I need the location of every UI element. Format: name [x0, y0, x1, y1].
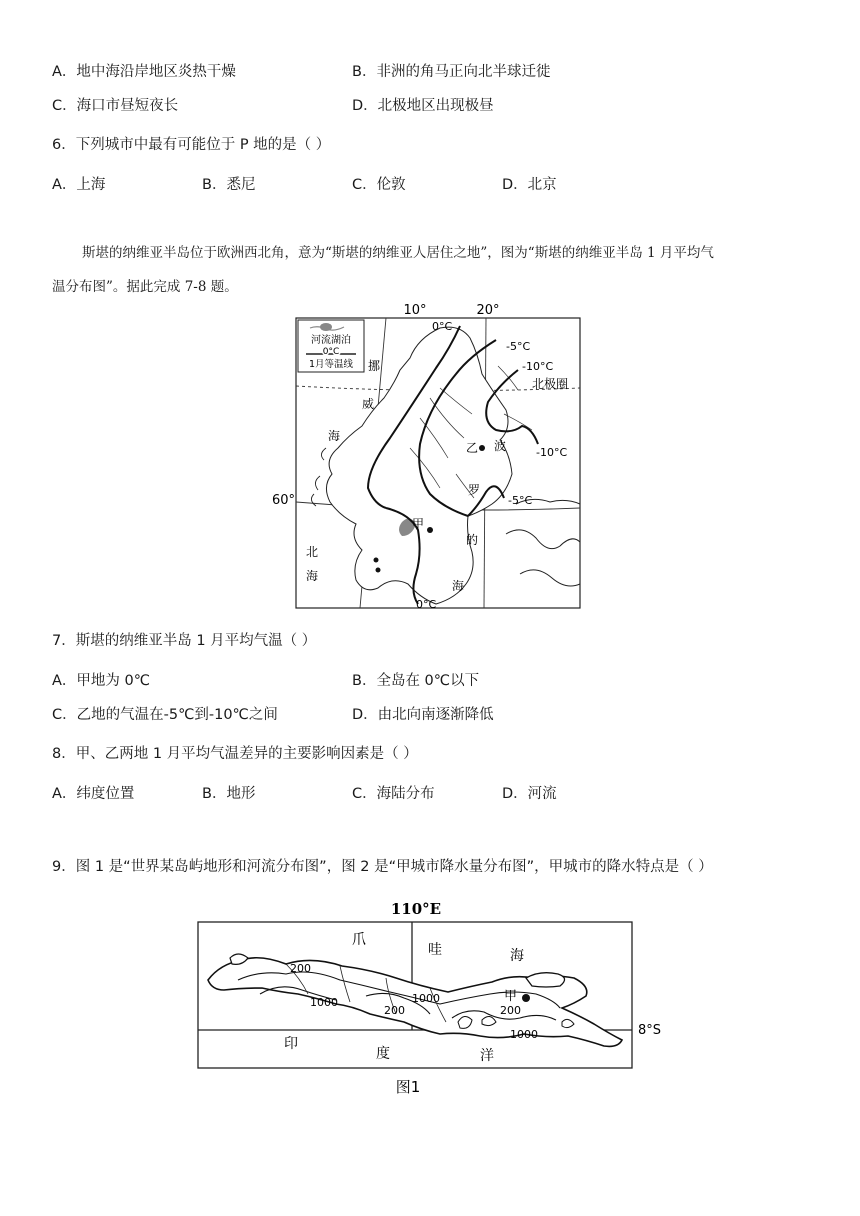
- label-yi: 乙: [466, 441, 479, 455]
- q6-option-a: A．上海: [52, 177, 106, 193]
- label-de: 的: [466, 533, 479, 547]
- label-yang: 洋: [480, 1048, 494, 1064]
- q7-option-a: A．甲地为 0℃: [52, 673, 151, 689]
- q8-option-b: B．地形: [202, 786, 256, 802]
- isotherm-m5-bottom-label: -5°C: [508, 494, 533, 507]
- arctic-circle-label: 北极圈: [532, 377, 569, 391]
- q8-option-a: A．纬度位置: [52, 786, 135, 802]
- label-yin: 印: [284, 1036, 298, 1052]
- q5-option-d: D．北极地区出现极昼: [352, 98, 494, 114]
- q6-stem: 6．下列城市中最有可能位于 P 地的是（ ）: [52, 137, 331, 153]
- passage-line-2: 温分布图”。据此完成 7-8 题。: [52, 279, 238, 295]
- label-hai3: 海: [306, 569, 319, 583]
- label-zhua: 爪: [352, 932, 366, 948]
- q8-stem: 8．甲、乙两地 1 月平均气温差异的主要影响因素是（ ）: [52, 746, 418, 762]
- q5-option-b: B．非洲的角马正向北半球迁徙: [352, 64, 551, 80]
- java-island-map: [190, 894, 670, 1104]
- passage-line-1: 斯堪的纳维亚半岛位于欧洲西北角，意为“斯堪的纳维亚人居住之地”，图为“斯堪的纳维亚半岛 1 月平均气: [82, 245, 714, 261]
- q6-option-d: D．北京: [502, 177, 557, 193]
- isotherm-0-bottom-label: 0°C: [416, 598, 437, 611]
- isotherm-m10-top-label: -10°C: [522, 360, 554, 373]
- label-hai: 海: [328, 429, 341, 443]
- label-bei: 北: [306, 545, 319, 559]
- q7-option-c: C．乙地的气温在-5℃到-10℃之间: [52, 707, 278, 723]
- isotherm-m5-top-label: -5°C: [506, 340, 531, 353]
- q7-option-d: D．由北向南逐渐降低: [352, 707, 494, 723]
- q6-option-c: C．伦敦: [352, 177, 406, 193]
- label-hai: 海: [510, 948, 524, 964]
- city-jia-dot: [427, 527, 433, 533]
- scandinavia-isotherm-map: [260, 298, 590, 612]
- q6-option-b: B．悉尼: [202, 177, 256, 193]
- label-hai2: 海: [452, 579, 465, 593]
- lon-10-label: 10°: [403, 303, 427, 318]
- legend-isotherm-value: 0°C: [322, 347, 340, 357]
- label-jia: 甲: [504, 989, 518, 1004]
- legend-isotherm-label: 1月等温线: [308, 359, 354, 370]
- label-luo: 罗: [468, 483, 481, 497]
- label-jia: 甲: [412, 517, 425, 531]
- label-bo: 波: [494, 439, 507, 453]
- q8-option-d: D．河流: [502, 786, 557, 802]
- lat-8s-label: 8°S: [638, 1023, 662, 1038]
- figure-1-caption: 图1: [395, 1078, 421, 1096]
- contour-label-200c: 200: [500, 1004, 521, 1017]
- label-wa: 哇: [428, 942, 442, 958]
- isotherm-m10-right-label: -10°C: [536, 446, 568, 459]
- contour-label-1000c: 1000: [510, 1028, 538, 1041]
- q7-option-b: B．全岛在 0℃以下: [352, 673, 480, 689]
- label-du: 度: [376, 1046, 390, 1062]
- city-jia-dot: [522, 994, 530, 1002]
- contour-label-200a: 200: [290, 962, 311, 975]
- q9-stem: 9．图 1 是“世界某岛屿地形和河流分布图”，图 2 是“甲城市降水量分布图”，甲城市的降水特点是（ ）: [52, 859, 713, 875]
- label-wei: 威: [362, 397, 375, 411]
- q5-option-a: A．地中海沿岸地区炎热干燥: [52, 64, 236, 80]
- q5-option-c: C．海口市昼短夜长: [52, 98, 179, 114]
- isotherm-0-top-label: 0°C: [432, 320, 453, 333]
- label-nuo: 挪: [368, 359, 381, 373]
- contour-label-1000a: 1000: [310, 996, 338, 1009]
- legend-river-label: 河流湖泊: [311, 335, 351, 346]
- q7-stem: 7．斯堪的纳维亚半岛 1 月平均气温（ ）: [52, 633, 317, 649]
- lon-20-label: 20°: [476, 303, 500, 318]
- contour-label-200b: 200: [384, 1004, 405, 1017]
- city-yi-dot: [479, 445, 485, 451]
- contour-label-1000b: 1000: [412, 992, 440, 1005]
- q8-option-c: C．海陆分布: [352, 786, 435, 802]
- lat-60-label: 60°: [272, 493, 296, 508]
- lon-110e-label: 110°E: [390, 900, 442, 918]
